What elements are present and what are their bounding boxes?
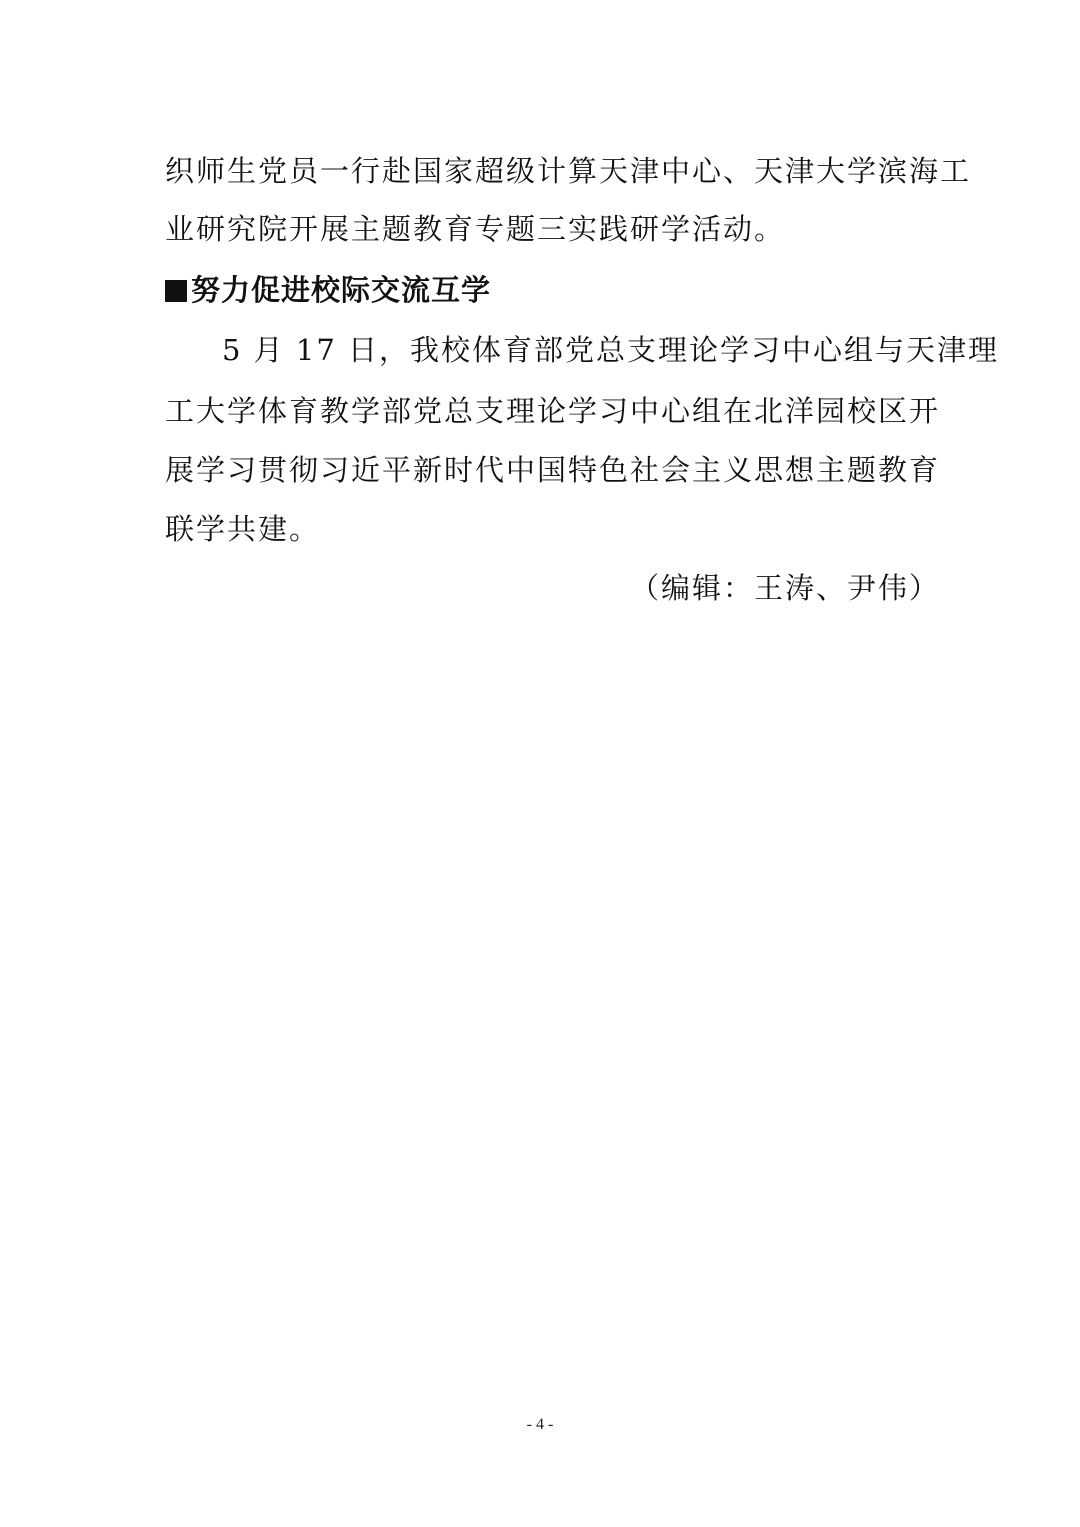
paragraph-2-line-2: 工大学体育教学部党总支理论学习中心组在北洋园校区开 [165, 394, 941, 428]
paragraph-1-line-2: 业研究院开展主题教育专题三实践研学活动。 [165, 212, 786, 246]
page-number: - 4 - [526, 1416, 554, 1433]
square-bullet-icon [165, 280, 187, 302]
paragraph-2-line-3: 展学习贯彻习近平新时代中国特色社会主义思想主题教育 [165, 453, 941, 487]
section-heading [165, 273, 491, 307]
section-heading-text: 努力促进校际交流互学 [191, 273, 492, 307]
paragraph-2-line-4: 联学共建。 [165, 512, 321, 546]
paragraph-2-line-1: 5 月 17 日，我校体育部党总支理论学习中心组与天津理 [222, 333, 1000, 367]
editor-credit: （编辑：王涛、尹伟） [630, 571, 941, 605]
paragraph-1-line-1: 织师生党员一行赴国家超级计算天津中心、天津大学滨海工 [165, 154, 972, 188]
